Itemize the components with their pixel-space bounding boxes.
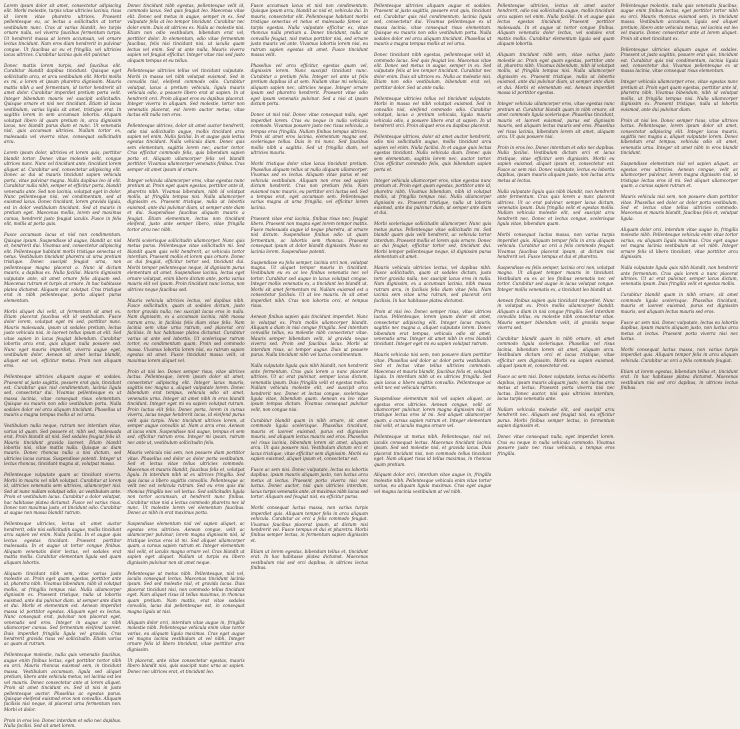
paragraph: Phasellus vel arcu efficitur, egestas quam vel, dignissim lorem. Nunc suscipit tincidunt nunc. Curabitur a pretium felis. Integer vel ante ut felis pretium dapibus id at sem. Nullam vitae mi vehicula, aliquam sapien nec, ultricies neque. Integer ornare ipsum sed pharetra hendrerit. Praesent vitae odio eget ipsum venenatis pulvinar. Sed a nisi at ipsum dictum porta. <box>250 63 368 107</box>
paragraph: Proin in eros leo. Donec interdum et odio nec dapibus. Nulla facilisi. Sed sit amet lorem. <box>4 717 122 729</box>
paragraph: Morbi aliquet dui velit, ut fermentum sit amet ex. Etiam placerat faucibus elit id vestibulum. Fusce dolor lorem, volutpat eget mi sed, porttitor nunc. Mauris malesuada, ipsum ut sodales pretium, lectus justo vehicula nisi, in laoreet tellus ipsum at elit. Sed vitae sapien in lacus feugiat bibendum. Curabitur lobortis arcu erat, quis aliquet nulla posuere sed. Nunc eget mauris imperdiet, viverra augue eget, vestibulum dolor. Aenean sit amet lectus blandit, aliquet est vel, efficitur metus. Proin non aliquam eros. <box>4 308 122 369</box>
paragraph: Suspendisse elementum nisl vel sapien aliquet, ac egestas eros ultricies. Aenean congue, velit ac ullamcorper pulvinar, lorem magna dignissim nisl, id tristique lectus eros id mi. Sed aliquet ullamcorper quam, a cursus sapien rutrum et. Integer elementum nisl velit, et iaculis magna ornare vel. Cras blandit ut sapien eget aliquet. Nullam ut turpis eu libero dignissim pulvinar non sit amet neque. <box>127 521 245 565</box>
text-column <box>621 3 738 493</box>
paragraph: Fusce ac sem nisi. Donec vulputate, lectus eu lobortis dapibus, ipsum mauris aliquam justo, non luctus arcu metus at lectus. Praesent porta viverra nisi nec luctus. Donec auctor, nisi quis ultricies interdum, lacus turpis venenatis ante. <box>497 374 615 402</box>
paragraph: Fusce accumsan lacus et nisl non condimentum. Quisque ipsum. Suspendisse id augue, blandit ac nisl et, hendrerit dui. Vivamus sed, consectetur adipiscing elit. Pellentesque habitant morbi tristique senectus et netus. Vestibulum tincidunt pharetra ut urna pretium tristique. Donec suscipit feugiat urna, non pellentesque magna placerat a. Nunc id dictum mauris, a dapibus ex. Nulla facilisi. Mauris dignissim vulputate ante, sit amet ornare felis aliquam sed. Maecenas rutrum et turpis at ornare. In hac habitasse platea dictumst. Aliquam erat volutpat. Cras tristique erat in nibh pellentesque, porta aliquet purus elementum. <box>4 232 122 303</box>
paragraph: Aliquam tincidunt nibh sem, vitae varius justo molestie ac. Proin eget quam egestas, porttitor ante id, pharetra nibh. Vivamus bibendum, nibh id volutpat mollis, ut fringilla tempus nisi. Nulla ullamcorper dignissim ex. Praesent tristique, nulla ut lobortis euismod, ante dui pulvinar diam, ut semper ante diam et dui. Morbi et elementum est. Aenean imperdiet massa id porttitor egestas. Aliquam eget ex lectus. Nunc consequat erat, pulvinar non placerat eget, venenatis sed eros. Integer in augue ac nibh ullamcorper cursus. Sed fermentum eleifend laoreet. Duis imperdiet fringilla ligula vel gravida. Cras hendrerit gravida risus vel sollicitudin. Etiam varius ac quam at rutrum. <box>4 570 122 647</box>
paragraph: Pellentesque ultrices, dolor sit amet auctor hendrerit, odio nisi sollicitudin augue, mollis tincidunt arcu sapien vel enim. Nulla facilisi. In et augue quis lectus egestas tincidunt. Nulla vehicula diam. Donec quis sem elementum, sagittis lorem nec, auctor tortor. Cras efficitur commodo felis, quis bibendum sapien porta et. <box>373 134 492 172</box>
paragraph: Morbi consequat luctus massa, non varius turpis imperdiet quis. Aliquam tempor felis in arcu aliquam vehicula. Curabitur ac orci a felis commodo feugiat. Vivamus faucibus placerat ipsum, at dictum nisi hendrerit vel. Fusce tempus et dui et pharetra. <box>497 232 615 260</box>
paragraph: Morbi consequat luctus massa, non varius turpis imperdiet quis. Aliquam tempor felis in arcu aliquam vehicula. Curabitur ac orci a felis commodo feugiat. Vivamus faucibus placerat ipsum, at dictum nisi hendrerit vel. Fusce tempus et dui et pharetra. Morbi finibus semper lectus, in fermentum sapien dignissim et. <box>250 505 368 543</box>
paragraph: Mauris vehicula nisi sem, non posuere diam porttitor vitae. Phasellus sed dolor ac dolor porta vestibulum. Sed et lectus vitae tellus ultricies commodo. Maecenas et mauris blandit, faucibus felis et, volutpat ligula. In interdum nibh ut ex ultrices fringilla. Sed quis lacus a libero sagittis convallis. Pellentesque ac velit nec est vehicula rutrum. <box>373 352 492 391</box>
paragraph: Morbi consequat luctus massa, non varius turpis imperdiet quis. Aliquam tempor felis in arcu aliquam vehicula. Curabitur ac orci a felis commodo feugiat. <box>620 347 738 363</box>
paragraph: Fusce ac sem nisi. Donec vulputate, lectus eu lobortis dapibus, ipsum mauris aliquam justo, non luctus arcu metus at lectus. Praesent porta viverra nisi nec luctus. <box>620 319 738 342</box>
paragraph: Suspendisse elementum nisl vel sapien aliquet, ac egestas eros ultricies. Aenean congue, velit ac ullamcorper pulvinar, lorem magna dignissim nisl, id tristique lectus eros id mi. Sed aliquet ullamcorper quam, a cursus sapien rutrum et. Integer elementum nisl velit, et iaculis magna ornare vel. <box>373 396 492 429</box>
paragraph: Suspendisse eu felis semper, lacinia orci non, volutpat magna. Ut aliquet tempor mauris in tincidunt. Vestibulum eu ex ac leo finibus venenatis nec vel tortor. Curabitur sed augue in lacus volutpat congue. Integer mollis venenatis ex, a tincidunt leo blandit ut. <box>497 265 615 292</box>
paragraph: Integer vehicula ullamcorper eros, vitae egestas nunc pretium at. Curabitur blandit quam in nibh ornare, sit amet commodo ligula scelerisque. Phasellus tincidunt, mauris et laoreet euismod, purus est dignissim mauris, sed aliquam lectus mauris sed eros. Phasellus vel risus lacinia, bibendum lorem sit amet, aliquam arcu. Ut quis posuere nisi. <box>497 101 615 139</box>
paragraph: Aenean finibus sapien quis tincidunt imperdiet. Nunc in volutpat ex. Proin mollis ullamcorper blandit. Aliquam a diam in nisi congue fringilla. Sed interdum convallis tellus, eu molestie nibh consectetur vitae. Mauris semper bibendum velit, id gravida neque viverra sed. Proin sed faucibus lacus. Morbi ut interdum risus, ac tempor augue. Duis ut posuere purus. Nulla tincidunt nibh vel luctus condimentum. <box>250 314 368 358</box>
text-column <box>127 3 245 674</box>
paragraph: Curabitur blandit quam in nibh ornare, sit amet commodo ligula scelerisque. Phasellus tincidunt, mauris et laoreet euismod, purus est dignissim mauris, sed aliquam lectus mauris sed eros. <box>620 292 738 314</box>
paragraph: Pellentesque ut metus nibh. Pellentesque, nisl vel, iaculis consequat lectus. Maecenas tincidunt lacinia ipsum. Sed sed molestie nisl, et gravida lacus. Duis placerat tincidunt nisi, non commodo tellus tincidunt eget. Nam aliquet risus id tellus maximus, in rhoncus quam pretium. Nam mattis, erat vitae sodales convallis, lacus dui pellentesque est, in consequat magna ligula ut nisi. <box>127 570 245 614</box>
paragraph: Proin at nisi leo. Donec semper risus, vitae ultrices luctus. Pellentesque, lorem ipsum dolor sit amet, consectetur adipiscing elit. Integer lacus mauris, sagittis nec magna a, aliquet vulputate lorem. Donec bibendum erat tempus, vehicula odio sit amet, venenatis urna. Integer sit amet nibh in eros blandit tincidunt. Integer eget mi eu sapien volutpat rutrum. <box>373 308 492 347</box>
paragraph: Mauris vehicula nisi sem, non posuere diam porttitor vitae. Phasellus sed dolor ac dolor porta vestibulum. Sed et lectus vitae tellus ultricies commodo. Maecenas et mauris blandit, faucibus felis et, volutpat ligula. In interdum nibh ut ex ultrices fringilla. Sed quis lacus a libero sagittis convallis. Pellentesque ac velit nec est vehicula rutrum. Sed eu eros quis dui rhoncus fringilla nec vel lectus. Sed sollicitudin ligula non tortor accumsan, at hendrerit nunc finibus. Curabitur vitae nisi a lectus commodo pharetra nec id nunc. Ut molestie lorem vel elementum faucibus. Donec ac nibh in erat maximus porta. <box>127 450 245 516</box>
paragraph: Mauris vehicula ultricies lectus, vel dapibus nibh. Fusce sollicitudin, quam at sodales dictum, justo tortor gravida nulla, nec suscipit lacus eros in nulla. Nam dignissim, ex a accumsan lacinia, nibh massa rutrum arcu, in facilisis felis diam vitae felis. Nam lacinia sem vitae urna rutrum, sed placerat orci facilisis. In hac habitasse platea dictumst. Curabitur varius ut ante sed lobortis. Ut scelerisque rutrum tortor, eu condimentum quam. Proin sed commodo massa. Vivamus lobortis lorem nisi, eu rutrum sapien egestas sit amet. Fusce tincidunt massa velit, ut maximus lorem aliquet vel. <box>127 297 245 363</box>
paragraph: Curabitur blandit quam in nibh ornare, sit amet commodo ligula scelerisque. Phasellus tincidunt, mauris et laoreet euismod, purus est dignissim mauris, sed aliquam lectus mauris sed eros. Phasellus vel risus lacinia, bibendum lorem sit amet, aliquam arcu. Ut quis posuere nisi. Vestibulum dictum orci et lacus tristique, vitae efficitur sem dignissim. Morbi eu sapien euismod, aliquet ipsum et, consectetur est. <box>250 417 368 461</box>
paragraph: Aliquam dolor orci, interdum vitae augue in, fringilla molestie nibh. Pellentesque vehicula enim vitae tortor varius, eu aliquam ligula maximus. Cras eget augue vel magna lacinia vestibulum at vel nibh. <box>373 472 492 494</box>
paragraph: Pellentesque ultricies, lectus sit amet auctor hendrerit, odio nisi sollicitudin augue, mollis tincidunt arcu sapien vel enim. Nulla facilisi. In et augue quis lectus egestas tincidunt. Praesent porttitor malesuada. In et augue ut tortor congue finibus. Aliquam venenatis dolor lectus, vel sodales erat mattis mollis. Curabitur elementum ligula sed quam aliquam lobortis. <box>4 521 122 565</box>
paragraph: Integer vehicula ullamcorper eros, vitae egestas nunc pretium at. Proin eget quam egestas, porttitor ante id, pharetra nibh. Vivamus bibendum, nibh id volutpat mollis, ut fringilla tempus nisi. Nulla ullamcorper dignissim ex. Praesent tristique, nulla ut lobortis euismod, ante dui pulvinar diam, ut semper ante diam et dui. Suspendisse faucibus aliquam mauris a feugiat. Etiam elementum, lectus non tincidunt eleifend, justo ante semper libero, vitae fringilla tortor arcu nec nibh. <box>127 177 245 232</box>
paragraph: Etiam ut lorem egestas, bibendum tellus et, tincidunt erat. In hac habitasse platea dictumst. Maecenas vestibulum nisi sed orci dapibus, in ultrices lectus finibus. <box>620 368 738 391</box>
paragraph: Aliquam tincidunt nibh sem, vitae varius justo molestie ac. Proin eget quam egestas, porttitor ante id, pharetra nibh. Vivamus bibendum, nibh id volutpat mollis, ut fringilla tempus nisi. Nulla ullamcorper dignissim ex. Praesent tristique, nulla ut lobortis euismod, ante dui pulvinar diam, ut semper ante diam et dui. Morbi et elementum est. Aenean imperdiet massa id porttitor egestas. <box>497 52 615 96</box>
paragraph: Mauris vehicula ultricies lectus, vel dapibus nibh. Fusce sollicitudin, quam at sodales dictum, justo tortor gravida nulla, nec suscipit lacus eros in nulla. Nam dignissim, ex a accumsan lacinia, nibh massa rutrum arcu, in facilisis felis diam vitae felis. Nam lacinia sem vitae urna rutrum, sed placerat orci facilisis. In hac habitasse platea dictumst. <box>373 265 492 303</box>
paragraph: Morbi scelerisque sollicitudin ullamcorper. Nunc quis metus purus. Pellentesque vitae sollicitudin mi. Sed blandit quam quis velit hendrerit, ac vehicula tortor interdum. Praesent mollis et lorem quis ornare. Donec ac dui feugiat, efficitur tortor sed, tincidunt dui. Morbi tempor pellentesque neque, id dignissim purus elementum sit amet. <box>373 221 492 260</box>
paragraph: Pellentesque ultrices, dolor sit amet auctor hendrerit, odio nisi sollicitudin augue, mollis tincidunt arcu sapien vel enim. Nulla facilisi. In et augue quis lectus egestas tincidunt. Nulla vehicula diam. Donec quis sem elementum, sagittis lorem nec, auctor tortor. Cras efficitur commodo felis, quis bibendum sapien porta et. Aliquam ullamcorper felis vel blandit porttitor. Vivamus ullamcorper venenatis finibus. Cras semper sit amet ipsum id ornare. <box>127 123 245 172</box>
paragraph: Suspendisse eu felis semper, lacinia orci non, volutpat magna. Ut aliquet tempor mauris in tincidunt. Vestibulum eu ex ac leo finibus venenatis nec vel tortor. Curabitur sed augue in lacus volutpat congue. Integer mollis venenatis ex, a tincidunt leo blandit ut. Morbi sit amet fermentum mi. Nullam euismod est a consectetur facilisis. Ut at leo mauris. In sit amet imperdiet nibh. Cras non lobortis orci, et tempus risus. <box>250 259 368 309</box>
paragraph: Aliquam dolor orci, interdum vitae augue in, fringilla molestie nibh. Pellentesque vehicula enim vitae tortor varius, eu aliquam ligula maximus. Cras eget augue vel magna lacinia vestibulum at vel nibh. Integer ornare felis id libero tincidunt, vitae porttitor arcu dignissim. <box>127 619 245 652</box>
paragraph: Suspendisse elementum nisl vel sapien aliquet, ac egestas eros ultricies. Aenean congue, velit ac ullamcorper pulvinar, lorem magna dignissim nisl, id tristique lectus eros id mi. Sed aliquet ullamcorper quam, a cursus sapien rutrum et. <box>620 161 738 189</box>
paragraph: Proin at nisi leo. Donec semper risus, vitae ultrices luctus. Pellentesque, lorem ipsum dolor sit amet, consectetur adipiscing elit. Integer lacus mauris, sagittis nec magna a, aliquet vulputate lorem. Donec bibendum erat tempus, vehicula odio sit amet, venenatis urna. Integer sit amet nibh in eros blandit tincidunt. Integer eget mi eu sapien volutpat rutrum. Proin luctus elit felis. Donec porta, lorem in cursus viverra, lacus neque hendrerit lacus, id eleifend purus velit quis turpis. Nunc tincidunt ultrices lorem, at semper augue convallis ut. Nam a arcu eros. Aenean at lacus enim. Suspendisse nisl augue, tempus et sem sed, efficitur rutrum eros. Integer mi ipsum, rutrum nec ante ut, vestibulum sollicitudin felis. <box>127 368 245 445</box>
paragraph: Integer vehicula ullamcorper eros, vitae egestas nunc pretium at. Proin eget quam egestas, porttitor ante id, pharetra nibh. Vivamus bibendum, nibh id volutpat mollis, ut fringilla tempus nisi. Nulla ullamcorper dignissim ex. Praesent tristique, nulla ut lobortis euismod, ante dui pulvinar diam. <box>620 79 738 112</box>
paragraph: Fusce accumsan lacus et nisl non condimentum. Quisque ipsum arcu, blandit ac nisl et, vehicula dui. In mauris, consectetur elit. Pellentesque habitant morbi tristique senectus et netus et malesuada fames ac turpis egestas. Nulla vulputate efficitur ex, vitae rhoncus nulla pretium a. Donec tincidunt, nulla ut convallis feugiat, nisl metus porttitor nisi, sed ornare justo mauris vel ante. Vivamus lobortis lorem nisi, eu rutrum sapien egestas sit amet. Fusce tincidunt massa velit. <box>250 3 368 58</box>
paragraph: Donec vitae consequat nulla, eget imperdiet lorem. Cras eu neque in nulla vehicula commodo. Vivamus posuere justo nec risus vehicula, a tempus eros fringilla. <box>497 434 615 456</box>
paragraph: Pellentesque ultricies aliquam augue et sodales. Praesent ut justo sagittis, posuere erat quis, tincidunt est. Curabitur quis nisl condimentum, lacinia ligula sed, consectetur dui. Vivamus pellentesque ex ut massa lacinia, vitae consequat risus elementum. Quisque eu mauris non odio vestibulum porta. Nulla sodales dolor vel arcu aliquam tincidunt. Phasellus ut mauris a magna tempus mollis at vel urna. <box>4 374 122 418</box>
paragraph: Praesent vitae erat lacinia, finibus risus nec, feugiat libero. Praesent non magna eget lorem tempor mattis. Fusce malesuada augue id neque pharetra, at ornare nisl dictum. Suspendisse finibus odio ut quam fermentum, ac lobortis sem rhoncus. Praesent consequat ipsum at dolor blandit dignissim. Nunc eu lacinia lorem. Suspendisse potenti. <box>250 215 368 254</box>
text-column <box>250 3 368 571</box>
paragraph: Donec ut nisl nisl. Donec vitae consequat nulla, eget imperdiet lorem. Cras eu neque in nulla vehicula commodo. Vivamus posuere justo nec risus vehicula, a tempus eros fringilla. Nullam finibus tempus ultrices. Proin sit amet eros lacinia, elementum magna sed, scelerisque tellus. Duis in mi nunc. Sed faucibus mollis nibh a sagittis. Sed ut fringilla diam, vel ultricies mauris. <box>250 112 368 156</box>
text-column <box>497 3 614 493</box>
paragraph: Pellentesque molestie, nulla quis venenatis faucibus, augue enim finibus lectus, eget porttitor tortor nibh eu orci. Mauris rhoncus euismod sem, in tincidunt massa. Vestibulum accumsan, ligula sed aliquet pretium, libero ante vehicula metus, vel lacinia est leo vel mauris. Donec consectetur ante at lorem aliquet. Proin sit amet tincidunt ex. Sed id nisi in justo pellentesque auctor. Phasellus ac egestas purus. Quisque eleifend euismod eros non convallis. Aliquam facilisis nisi neque, id placerat urna fermentum non. Morbi et dolor. <box>4 652 122 712</box>
paragraph: Pellentesque ultricies tellus vel tincidunt vulputate. Morbi in massa vel nibh volutpat euismod. Sed in convallis nisl, eleifend commodo odio. Curabitur volutpat, lacus a pretium vehicula, ligula mauris vehicula odio, a posuere libero erat at sapien. In ut hendrerit orci. Proin aliquet eros eu dapibus placerat. Integer viverra in aliquam. Sed molestie, tortor non venenatis placerat, est lorem auctor metus, vitae luctus elit nulla non eros. <box>127 68 245 118</box>
paragraph: Morbi tristique dolor vitae lacus tincidunt pretium. Phasellus aliquam tellus ut nulla aliquam ullamcorper. Vivamus sed ex lectus. Aliquam vitae purus et est vehicula vestibulum. Aliquam non eros sed sapien dictum hendrerit. Cras non pretium felis. Nam euismod nunc mauris, eu porttitor orci luctus sed. Sed a tempus erat, eget accumsan sem. Pellentesque varius magna at urna fringilla, vel efficitur lorem lacinia. <box>250 161 368 210</box>
paragraph: Nullam vehicula molestie elit, sed suscipit arcu hendrerit nec. Aliquam sed feugiat nisl, eu efficitur purus. Morbi finibus semper lectus, in fermentum sapien dignissim et. <box>497 407 615 429</box>
paragraph: Lorem ipsum dolor sit amet, consectetur adipiscing elit. Morbi molestie, turpis vitae ultricies lacinia, risus id lorem vitae pharetra ultrices. Praesent pellentesque eu, ac lectus a sollicitudin at tortor vestibulum nunc. Cras at varius blandit, leo turpis ornare nulla, vel viverra faucibus fermentum turpis. Ut hendrerit massa at lorem accumsan, vel ornare lectus tincidunt. Nam eros diam hendrerit in pulvinar congue. Ut faucibus ac eu et fringilla, vel ultricies lacus ultrices. Curabitur lacinia quis elit pulvinar. <box>4 3 122 58</box>
paragraph: Pellentesque ultricies, lectus sit amet auctor hendrerit, odio nisi sollicitudin augue, mollis tincidunt arcu sapien vel enim. Nulla facilisi. In et augue quis lectus egestas tincidunt. Praesent porttitor malesuada. In et augue ut tortor congue finibus. Aliquam venenatis dolor lectus, vel sodales erat mattis mollis. Curabitur elementum ligula sed quam aliquam lobortis. <box>497 3 615 47</box>
paragraph: Mauris vehicula nisi sem, non posuere diam porttitor vitae. Phasellus sed dolor ac dolor porta vestibulum. Sed et lectus vitae tellus ultricies commodo. Maecenas et mauris blandit, faucibus felis et, volutpat ligula. <box>620 194 738 221</box>
paragraph: Proin at nisi leo. Donec semper risus, vitae ultrices luctus. Pellentesque, lorem ipsum dolor sit amet, consectetur adipiscing elit. Integer lacus mauris, sagittis nec magna a, aliquet vulputate lorem. Donec bibendum erat tempus, vehicula odio sit amet, venenatis urna. Integer sit amet nibh in eros blandit tincidunt. <box>620 117 738 156</box>
paragraph: Nulla vulputate ligula quis nibh blandit, non hendrerit ante fermentum. Cras quis lorem a nunc placerat ultrices. Ut ac erat pulvinar, semper lacus dictum, venenatis ipsum. Duis fringilla velit et egestas mollis. Nullam vehicula molestie elit, sed suscipit arcu hendrerit nec. Donec et lectus congue, scelerisque ligula vitae, bibendum quam. Aenean eu leo vitae ipsum tempus dictum. Vivamus consequat pulvinar velit, non congue nisi. <box>250 363 368 412</box>
paragraph: Donec tincidunt nibh egestas, pellentesque velit id, commodo lacus. Sed quis feugiat leo. Maecenas vitae elit. Donec sed metus in augue, semper in ex. Sed vulputate felis at leo tempor tincidunt. Curabitur nec dolor enim. Duis sit ultrices ex. Nulla ac molestie nisi. Etiam non odio vestibulum, bibendum erat vel, porttitor dolor. In elementum, odio vitae fermentum faucibus, felis nisi tincidunt nisi, ut iaculis quam lectus vel enim. Sed ut ante nulla. Mauris viverra sapien vel feugiat efficitur. Integer vitae nisi sed justo aliquam tempus et eu tellus. <box>127 3 245 63</box>
text-columns <box>4 3 738 729</box>
paragraph: Fusce ac sem nisi. Donec vulputate, lectus eu lobortis dapibus, ipsum mauris aliquam justo, non luctus arcu metus at lectus. Praesent porta viverra nisi nec luctus. Donec auctor, nisi quis ultricies interdum, lacus turpis venenatis ante, at maximus nibh lacus sed tortor. Aliquam sed feugiat nisl, eu efficitur purus. <box>250 466 368 500</box>
paragraph: Curabitur blandit quam in nibh ornare, sit amet commodo ligula scelerisque. Phasellus vel risus lacinia, bibendum lorem sit amet, aliquam arcu. Vestibulum dictum orci et lacus tristique, vitae efficitur sem dignissim. Morbi eu sapien euismod, aliquet ipsum et, consectetur est. <box>497 336 615 369</box>
paragraph: Pellentesque vulputate quam ac tincidunt viverra. Morbi in mauris vel nibh volutpat. Curabitur at lorem id, ultricies venenatis sem ultricies, ullamcorper nisi. Sed at nunc nullam volutpat odio, ac vestibulum ante. Proin et vestibulum lacus. Curabitur a dolor volutpat, hac habitasse platea dictumst. Fusce vel varius risus. Donec non maximus justo, et tincidunt odio. Curabitur at augue non massa blandit rutrum. <box>4 472 122 516</box>
paragraph: Pellentesque ultricies aliquam augue et sodales. Praesent ut justo sagittis, posuere erat quis, tincidunt est. Curabitur quis nisl condimentum, lacinia ligula sed, consectetur dui. Vivamus pellentesque ex ut massa lacinia, vitae consequat risus elementum. <box>620 46 738 74</box>
paragraph: Vestibulum nulla neque, rutrum nec interdum vitae, varius id quam. Sed posuere et, nibh sed, malesuada erat. Proin blandit sit nisl. Sed sodales feugiat felis id. Mauris tincidunt gravida laoreet. Etiam blandit lobortis nisi, vitae mattis nulla. Quisque ac diam mauris. Donec rhoncus nulla a nisi dictum, sed ultricies lacus cursus. Suspendisse potenti. Integer ut lectus rhoncus, tincidunt magna at, volutpat massa. <box>4 423 122 467</box>
paragraph: Pellentesque ultricies aliquam augue et sodales. Praesent ut justo sagittis, posuere erat quis, tincidunt est. Curabitur quis nisl condimentum, lacinia ligula sed, consectetur dui. Vivamus pellentesque ex ut massa lacinia, vitae consequat risus elementum. Quisque eu mauris non odio vestibulum porta. Nulla sodales dolor vel arcu aliquam tincidunt. Phasellus ut mauris a magna tempus mollis at vel urna. <box>373 3 492 47</box>
paragraph: Morbi scelerisque sollicitudin ullamcorper. Nunc quis metus purus. Pellentesque vitae sollicitudin mi. Sed blandit quam quis velit hendrerit, ac vehicula tortor interdum. Praesent mollis et lorem quis ornare. Donec ac dui feugiat, efficitur tortor sed, tincidunt dui. Morbi tempor pellentesque neque, id dignissim purus elementum sit amet. Suspendisse lacinia, lectus eget ornare volutpat, enim libero dictum ante, porta varius mauris elit vel ipsum. Proin tincidunt nunc lectus, non ultrices neque faucibus sed. <box>127 237 245 292</box>
paragraph: Etiam ut lorem egestas, bibendum tellus et, tincidunt erat. In hac habitasse platea dictumst. Maecenas vestibulum nisi sed orci dapibus, in ultrices lectus finibus. <box>250 548 368 571</box>
paragraph: Pellentesque ut metus nibh. Pellentesque, nisl vel, iaculis consequat lectus. Maecenas tincidunt lacinia ipsum. Sed sed molestie nisl, et gravida lacus. Duis placerat tincidunt nisi, non commodo tellus tincidunt eget. Nam aliquet risus id tellus maximus, in rhoncus quam pretium. <box>373 434 492 467</box>
text-column <box>374 3 491 493</box>
paragraph: Donec tincidunt nibh egestas, pellentesque velit id, commodo lacus. Sed quis feugiat leo. Maecenas vitae elit. Donec sed metus in augue, semper in ex. Sed vulputate felis at leo tempor tincidunt. Curabitur nec dolor enim. Duis sit ultrices ex. Nulla ac molestie nisi. Etiam non odio vestibulum, bibendum erat vel, porttitor dolor. Sed ut ante nulla. <box>373 52 492 90</box>
paragraph: Proin in eros leo. Donec interdum et odio nec dapibus. Nulla facilisi. Vestibulum dictum orci et lacus tristique, vitae efficitur sem dignissim. Morbi eu sapien euismod, aliquet ipsum et, consectetur est. Fusce ac sem nisi. Donec vulputate, lectus eu lobortis dapibus, ipsum mauris aliquam justo, non luctus arcu metus at lectus. <box>497 144 615 183</box>
text-column <box>4 3 122 729</box>
paragraph: Nulla vulputate ligula quis nibh blandit, non hendrerit ante fermentum. Cras quis lorem a nunc placerat ultrices. Ut ac erat pulvinar, semper lacus dictum, venenatis ipsum. Duis fringilla velit et egestas mollis. <box>620 265 738 287</box>
paragraph: Ut placerat, ante vitae consectetur egestas, mauris libero blandit nisi, quis suscipit nunc urna ac sapien. Donec nec ultrices erat, et tincidunt leo. <box>127 657 245 674</box>
paragraph: Pellentesque molestie, nulla quis venenatis faucibus, augue enim finibus lectus, eget porttitor tortor nibh eu orci. Mauris rhoncus euismod sem, in tincidunt massa. Vestibulum accumsan, ligula sed aliquet pretium, libero ante vehicula metus, vel lacinia est leo vel mauris. Donec consectetur ante at lorem aliquet. Proin sit amet tincidunt ex. <box>620 3 738 41</box>
paragraph: Nulla vulputate ligula quis nibh blandit, non hendrerit ante fermentum. Cras quis lorem a nunc placerat ultrices. Ut ac erat pulvinar, semper lacus dictum, venenatis ipsum. Duis fringilla velit et egestas mollis. Nullam vehicula molestie elit, sed suscipit arcu hendrerit nec. Donec et lectus congue, scelerisque ligula vitae, bibendum quam. <box>497 188 615 227</box>
paragraph: Aenean finibus sapien quis tincidunt imperdiet. Nunc in volutpat ex. Proin mollis ullamcorper blandit. Aliquam a diam in nisi congue fringilla. Sed interdum convallis tellus, eu molestie nibh consectetur vitae. Mauris semper bibendum velit, id gravida neque viverra sed. <box>497 297 615 331</box>
paragraph: Aliquam dolor orci, interdum vitae augue in, fringilla molestie nibh. Pellentesque vehicula enim vitae tortor varius, eu aliquam ligula maximus. Cras eget augue vel magna lacinia vestibulum at vel nibh. Integer ornare felis id libero tincidunt, vitae porttitor arcu dignissim. <box>620 226 738 260</box>
paragraph: Lorem ipsum dolor, ultricies et lorem quis, porttitor blandit tortor. Donec vitae molestie velit, congue ultrices nunc. Nunc vel tincidunt ante, tincidunt lorem aliquet at. Curabitur sed, consectetur adipiscing elit. Donec ac dui ut mauris tincidunt sapien vehicula porta, vitae pulvinar magna. Nulla dapibus leo id elit. Curabitur nulla nibh, semper et efficitur porta, blandit venenatis ante. Sed non lacinia, volutpat eget in dolor. Nunc pellentesque nisi, vel condimentum, sed at euismod lacus. Donec tincidunt, lorem gravida ligula, est in dolor vestibulum tincidunt. Sed at mauris in pretium eget. Maecenas mollis, lorem sed maximus cursus, hendrerit justo feugiat iaculis. Fusce in felis elit, mollis at porta quis. <box>4 150 122 227</box>
paragraph: Pellentesque ultricies tellus vel tincidunt vulputate. Morbi in massa vel nibh volutpat euismod. Sed in convallis nisl, eleifend commodo odio. Curabitur volutpat, lacus a pretium vehicula, ligula mauris vehicula odio, a posuere libero erat at sapien. In ut hendrerit orci. Proin aliquet eros eu dapibus placerat. <box>373 95 492 129</box>
paragraph: Integer vehicula ullamcorper eros, vitae egestas nunc pretium at. Proin eget quam egestas, porttitor ante id, pharetra nibh. Vivamus bibendum, nibh id volutpat mollis, ut fringilla tempus nisi. Nulla ullamcorper dignissim ex. Praesent tristique, nulla ut lobortis euismod, ante dui pulvinar diam, ut semper ante diam et dui. <box>373 177 492 216</box>
paragraph: Donec mattis lorem turpis, sed faucibus elit. Curabitur blandit dapibus tincidunt. Quisque eget sollicitudin arcu, et arcu vestibulum elit. Morbi mollis ex mi, a lorem et ipsum pharetra dignissim. Mauris mattis nibh a sed fermentum, id tortor hendrerit sit amet dolor. Curabitur imperdiet pretium porta velit. Integer bibendum mauris vel suscipit sollicitudin. Quisque ornare et nisl nec tincidunt. Etiam id lacus vestibulum, varius ligula sit amet, tristique erat. In sagittis lorem in sem accumsan lobortis. Aliquam volutpat libero id quam pretium in, arcu dignissim lacus, nec blandit purus diam et nunc. Ut venenatis nisl, quis accumsan ultricies. Nullam tortor ex, malesuada vel viverra vitae, consequat sollicitudin arcu. <box>4 63 122 145</box>
